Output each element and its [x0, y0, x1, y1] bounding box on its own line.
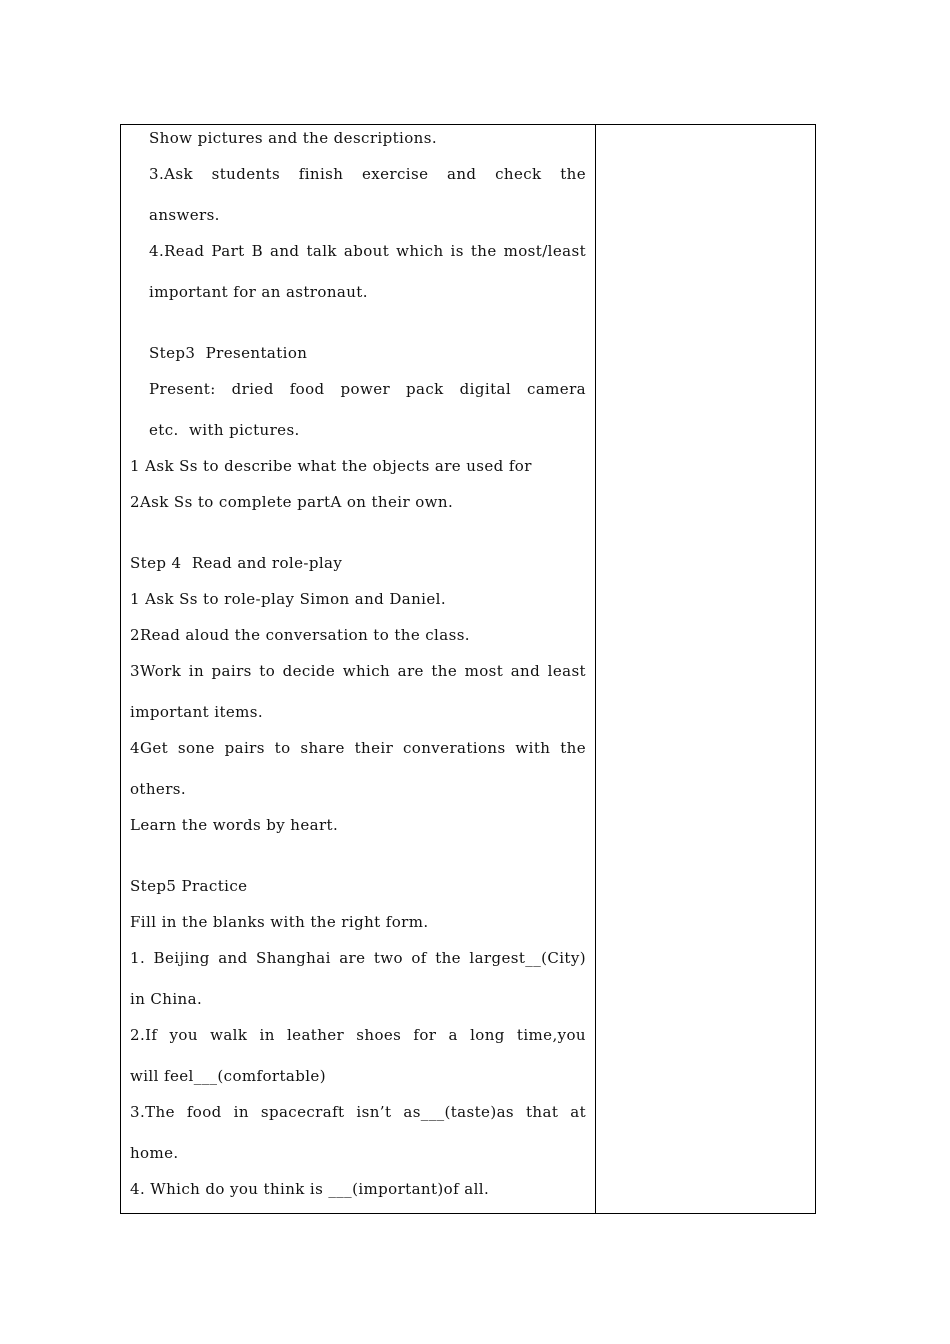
text-line: 3.Ask students finish exercise and check the [149, 165, 586, 183]
text-line: others. [130, 780, 187, 798]
text-line: 2Ask Ss to complete partA on their own. [130, 493, 454, 511]
text-line: in China. [130, 990, 203, 1008]
procedure-column [121, 125, 595, 1213]
text-line: home. [130, 1144, 179, 1162]
text-line: answers. [149, 206, 220, 224]
text-line: 1 Ask Ss to role-play Simon and Daniel. [130, 590, 446, 608]
text-line: Step5 Practice [130, 877, 248, 895]
text-line: Learn the words by heart. [130, 816, 339, 834]
text-line: Show pictures and the descriptions. [149, 129, 438, 147]
text-line: etc. with pictures. [149, 421, 300, 439]
text-line: Step 4 Read and role-play [130, 554, 343, 572]
text-line: 4Get sone pairs to share their converations with the [130, 739, 586, 757]
text-line: 4.Read Part B and talk about which is the most/least [149, 242, 586, 260]
text-line: important items. [130, 703, 264, 721]
text-line: 4. Which do you think is ___(important)of all. [130, 1180, 490, 1198]
lesson-plan-table [120, 124, 816, 1214]
text-line: 2Read aloud the conversation to the class. [130, 626, 470, 644]
notes-column [596, 125, 815, 1213]
text-line: 3Work in pairs to decide which are the most and least [130, 662, 586, 680]
text-line: 1 Ask Ss to describe what the objects are used for [130, 457, 532, 475]
text-line: Step3 Presentation [149, 344, 308, 362]
text-line: 3.The food in spacecraft isn’t as___(taste)as that at [130, 1103, 586, 1121]
text-line: will feel___(comfortable) [130, 1067, 326, 1085]
text-line: important for an astronaut. [149, 283, 368, 301]
text-line: Present: dried food power pack digital camera [149, 380, 586, 398]
text-line: Fill in the blanks with the right form. [130, 913, 429, 931]
text-line: 2.If you walk in leather shoes for a long time,you [130, 1026, 586, 1044]
text-line: 1. Beijing and Shanghai are two of the largest__(City) [130, 949, 586, 967]
